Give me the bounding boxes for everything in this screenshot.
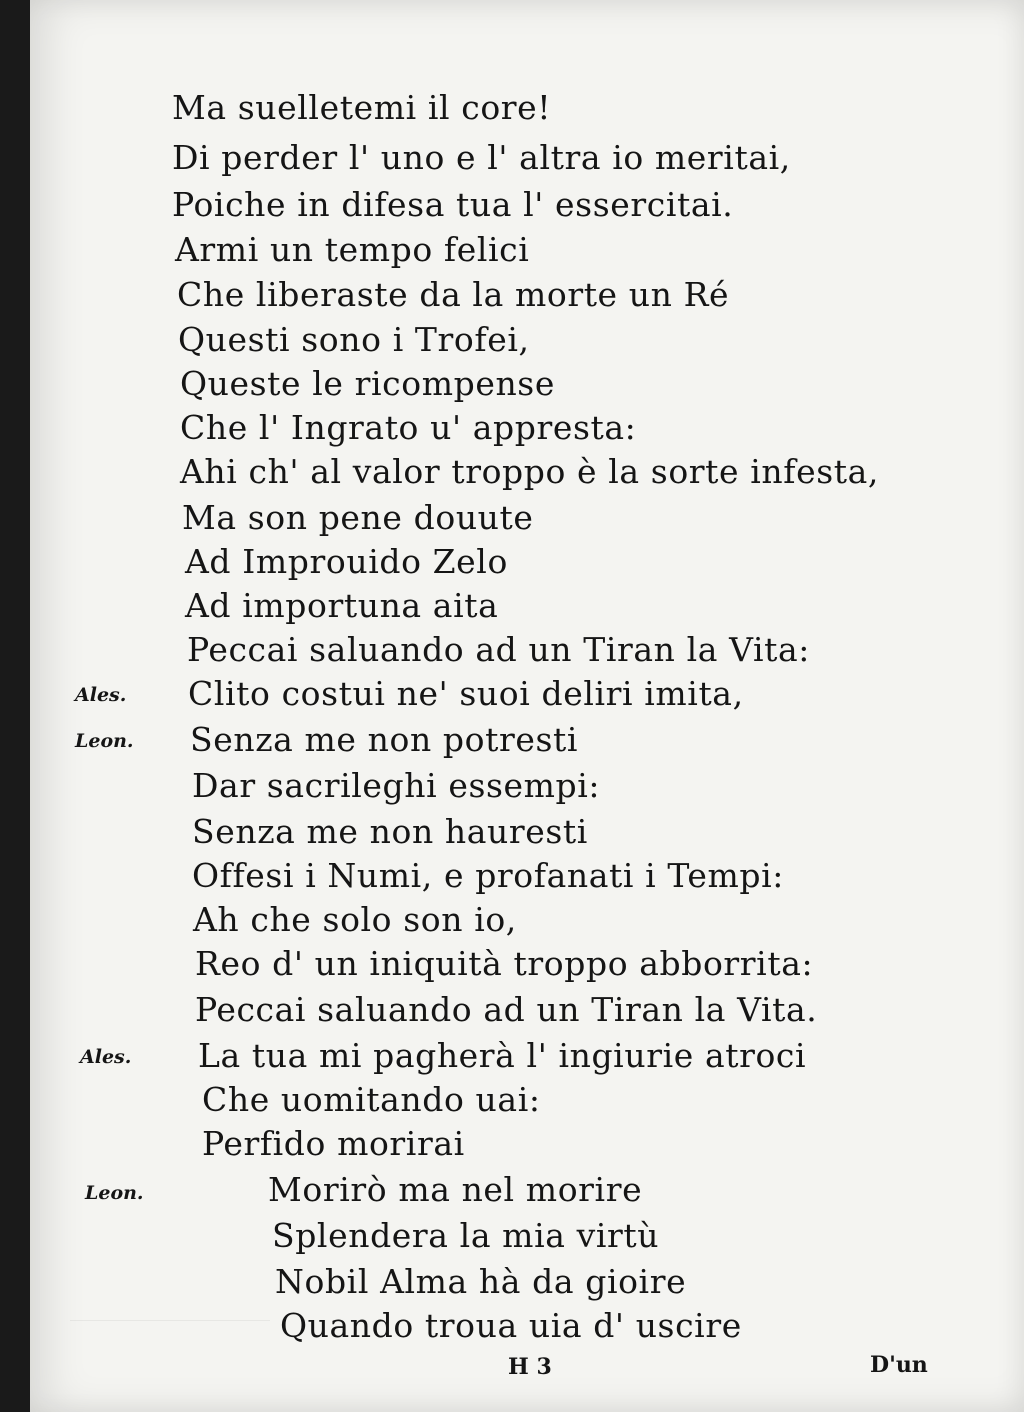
verse-line: Clito costui ne' suoi deliri imita,	[188, 674, 744, 713]
verse-line: Ma suelletemi il core!	[172, 88, 552, 127]
speaker-label: Leon.	[85, 1182, 144, 1204]
verse-line: Reo d' un iniquità troppo abborrita:	[195, 944, 814, 983]
verse-line: Senza me non potresti	[190, 720, 579, 759]
verse-line: Che liberaste da la morte un Ré	[177, 275, 730, 314]
paper-mark	[70, 1320, 270, 1321]
verse-line: Poiche in difesa tua l' essercitai.	[172, 185, 734, 224]
verse-line: Senza me non hauresti	[192, 812, 588, 851]
verse-line: Splendera la mia virtù	[272, 1216, 660, 1255]
verse-line: Che l' Ingrato u' appresta:	[180, 408, 637, 447]
speaker-label: Ales.	[75, 684, 127, 706]
verse-line: Quando troua uia d' uscire	[280, 1306, 742, 1345]
verse-line: Morirò ma nel morire	[268, 1170, 643, 1209]
speaker-label: Leon.	[75, 730, 134, 752]
verse-line: Questi sono i Trofei,	[178, 320, 530, 359]
verse-line: Ma son pene douute	[182, 498, 534, 537]
verse-block	[30, 0, 1024, 1412]
book-page	[30, 0, 1024, 1412]
verse-line: Che uomitando uai:	[202, 1080, 541, 1119]
verse-line: Di perder l' uno e l' altra io meritai,	[172, 138, 791, 177]
verse-line: Ad Improuido Zelo	[185, 542, 508, 581]
speaker-label: Ales.	[80, 1046, 132, 1068]
verse-line: Ahi ch' al valor troppo è la sorte infesta,	[180, 452, 879, 491]
verse-line: Peccai saluando ad un Tiran la Vita:	[187, 630, 810, 669]
verse-line: Offesi i Numi, e profanati i Tempi:	[192, 856, 785, 895]
verse-line: Ah che solo son io,	[193, 900, 517, 939]
verse-line: La tua mi pagherà l' ingiurie atroci	[198, 1036, 807, 1075]
verse-line: Dar sacrileghi essempi:	[192, 766, 601, 805]
verse-line: Ad importuna aita	[185, 586, 499, 625]
verse-line: Nobil Alma hà da gioire	[275, 1262, 687, 1301]
verse-line: Armi un tempo felici	[175, 230, 530, 269]
catchword: D'un	[870, 1352, 928, 1378]
verse-line: Queste le ricompense	[180, 364, 555, 403]
verse-line: Peccai saluando ad un Tiran la Vita.	[195, 990, 818, 1029]
signature-mark: H 3	[508, 1354, 552, 1380]
verse-line: Perfido morirai	[202, 1124, 465, 1163]
